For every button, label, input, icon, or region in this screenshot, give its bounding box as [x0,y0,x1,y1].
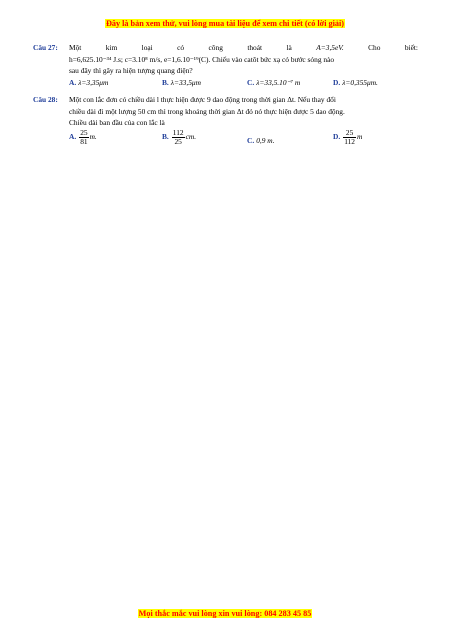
page-footer [0,603,450,621]
option-c[interactable]: C. 0,9 m. [247,135,275,145]
question-28 [33,94,418,151]
question-line: Một con lắc đơn có chiều dài l thực hiện được 9 dao động trong thời gian Δt. Nếu thay đổi [69,95,336,104]
option-b[interactable]: B. λ=33,5μm [162,77,201,87]
fraction: $\frac{112}{25}$ [172,127,184,146]
question-label: Câu 28: [33,95,58,104]
question-line: Chiều dài ban đầu của con lắc là [69,118,165,128]
question-line: Một kim loại có công thoát là A=3,5eV. Cho biết: [69,43,418,52]
question-27 [33,42,418,88]
answer-options [69,129,418,151]
header-banner: Đây là bản xem thử, vui lòng mua tài liệu để xem chi tiết (có lời giải) [105,19,344,28]
question-line: chiều dài đi một lượng 50 cm thì trong khoảng thời gian Δt đó nó thực hiện được 5 dao động. [69,106,345,116]
option-d[interactable]: D. $\frac{25}{112}$ m [333,127,363,146]
page-header [0,13,450,31]
fraction: $\frac{25}{112}$ [344,127,355,146]
question-line: h=6,625.10⁻³⁴ J.s; c=3.10⁸ m/s, e=1,6.10⁻¹⁹(C). Chiếu vào catôt bức xạ có bước sóng nào [69,54,335,64]
option-a[interactable]: A. $\frac{25}{81}$ m. [69,127,97,146]
answer-options [69,77,418,89]
question-label: Câu 27: [33,43,58,52]
option-c[interactable]: C. λ=33,5.10⁻⁷ m [247,77,301,87]
footer-banner: Mọi thắc mắc vui lòng xin vui lòng: 084 283 45 85 [138,609,312,618]
fraction: $\frac{25}{81}$ [80,127,88,146]
option-d[interactable]: D. λ=0,355μm. [333,77,378,87]
question-line: sau đây thì gây ra hiện tượng quang điện? [69,66,193,76]
option-a[interactable]: A. λ=3,35μm [69,77,109,87]
option-b[interactable]: B. $\frac{112}{25}$ cm. [162,127,197,146]
